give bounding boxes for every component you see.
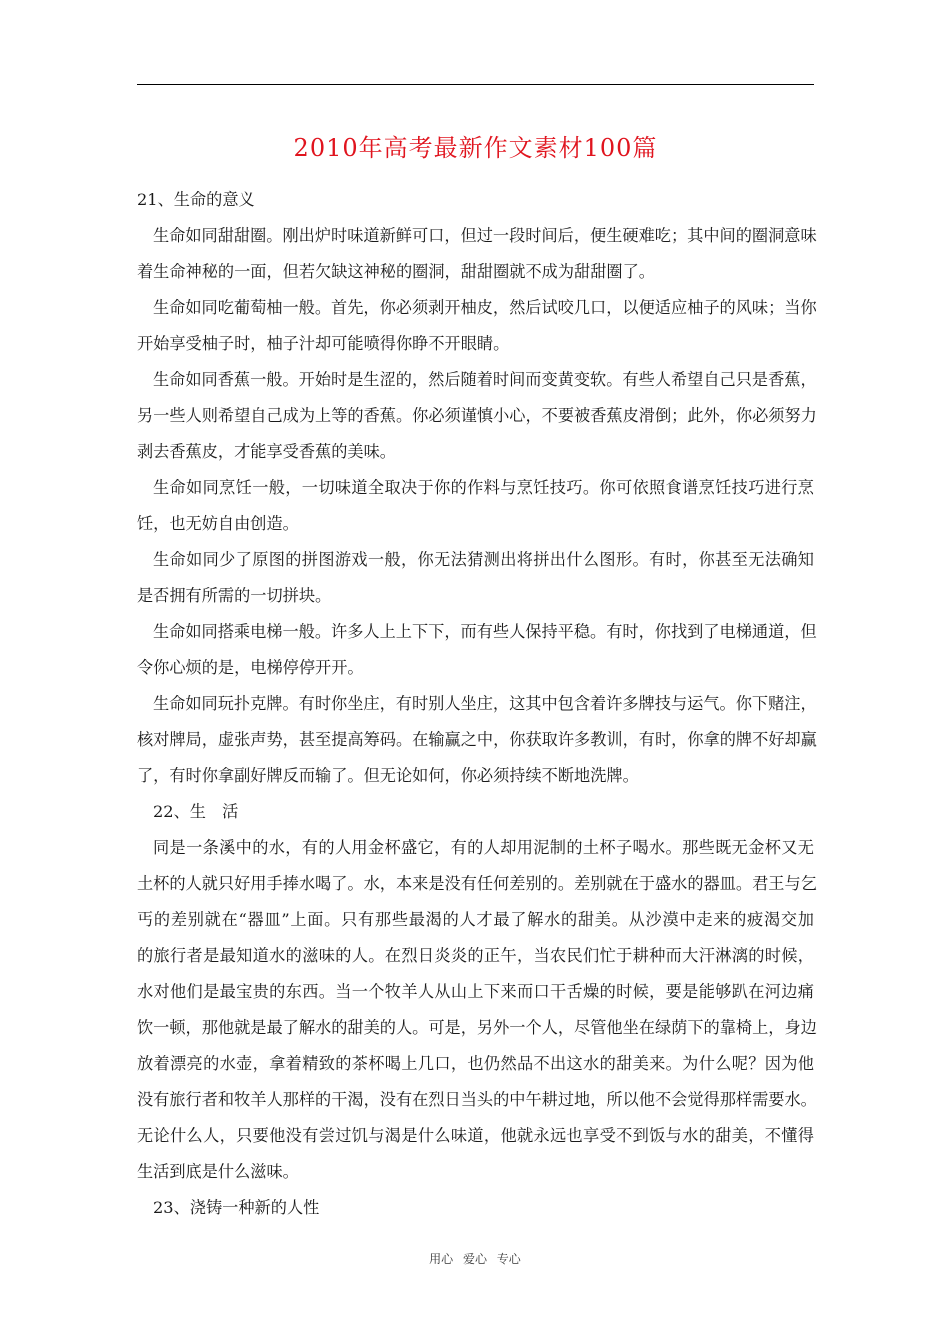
text-line: 生命如同甜甜圈。刚出炉时味道新鲜可口，但过一段时间后，便生硬难吃；其中间的圈洞意味 [153,226,817,245]
text-line: 21、生命的意义 [137,190,255,209]
text-line: 22、生 活 [153,802,239,821]
text-line: 丐的差别就在“器皿”上面。只有那些最渴的人才最了解水的甜美。从沙漠中走来的疲渴交加 [137,910,814,929]
text-line: 剥去香蕉皮，才能享受香蕉的美味。 [137,442,396,461]
text-line: 令你心烦的是，电梯停停开开。 [137,658,364,677]
text-line: 饮一顿，那他就是最了解水的甜美的人。可是，另外一个人，尽管他坐在绿荫下的靠椅上，身边 [137,1018,817,1037]
text-line: 生命如同香蕉一般。开始时是生涩的，然后随着时间而变黄变软。有些人希望自己只是香蕉， [153,370,817,389]
text-line: 水对他们是最宝贵的东西。当一个牧羊人从山上下来而口干舌燥的时候，要是能够趴在河边痛 [137,982,814,1001]
text-line: 是否拥有所需的一切拼块。 [137,586,332,605]
text-line: 生命如同玩扑克牌。有时你坐庄，有时别人坐庄，这其中包含着许多牌技与运气。你下赌注， [153,694,817,713]
text-line: 生活到底是什么滋味。 [137,1162,299,1181]
text-line: 生命如同搭乘电梯一般。许多人上上下下，而有些人保持平稳。有时，你找到了电梯通道，但 [153,622,817,641]
text-line: 另一些人则希望自己成为上等的香蕉。你必须谨慎小心，不要被香蕉皮滑倒；此外，你必须努力 [137,406,817,425]
header-rule [137,84,814,85]
text-line: 没有旅行者和牧羊人那样的干渴，没有在烈日当头的中午耕过地，所以他不会觉得那样需要水。 [137,1090,817,1109]
page-title: 2010年高考最新作文素材100篇 [293,134,658,162]
text-line: 生命如同吃葡萄柚一般。首先，你必须剥开柚皮，然后试咬几口，以便适应柚子的风味；当你 [153,298,817,317]
text-line: 核对牌局，虚张声势，甚至提高筹码。在输赢之中，你获取许多教训，有时，你拿的牌不好却赢 [137,730,817,749]
page-footer: 用心 爱心 专心 [429,1252,521,1266]
document-body [137,190,817,1234]
text-line: 开始享受柚子时，柚子汁却可能喷得你睁不开眼睛。 [137,334,510,353]
text-line: 无论什么人，只要他没有尝过饥与渴是什么味道，他就永远也享受不到饭与水的甜美，不懂得 [137,1126,814,1145]
text-line: 23、浇铸一种新的人性 [153,1198,320,1217]
text-line: 的旅行者是最知道水的滋味的人。在烈日炎炎的正午，当农民们忙于耕种而大汗淋漓的时候， [137,946,814,965]
text-line: 同是一条溪中的水，有的人用金杯盛它，有的人却用泥制的土杯子喝水。那些既无金杯又无 [153,838,814,857]
text-line: 生命如同烹饪一般，一切味道全取决于你的作料与烹饪技巧。你可依照食谱烹饪技巧进行烹 [153,478,814,497]
text-line: 着生命神秘的一面，但若欠缺这神秘的圈洞，甜甜圈就不成为甜甜圈了。 [137,262,655,281]
text-line: 生命如同少了原图的拼图游戏一般，你无法猜测出将拼出什么图形。有时，你甚至无法确知 [153,550,814,569]
text-line: 饪，也无妨自由创造。 [137,514,299,533]
text-line: 了，有时你拿副好牌反而输了。但无论如何，你必须持续不断地洗牌。 [137,766,639,785]
text-line: 放着漂亮的水壶，拿着精致的茶杯喝上几口，也仍然品不出这水的甜美来。为什么呢？因为他 [137,1054,814,1073]
text-line: 土杯的人就只好用手捧水喝了。水，本来是没有任何差别的。差别就在于盛水的器皿。君王与乞 [137,874,817,893]
